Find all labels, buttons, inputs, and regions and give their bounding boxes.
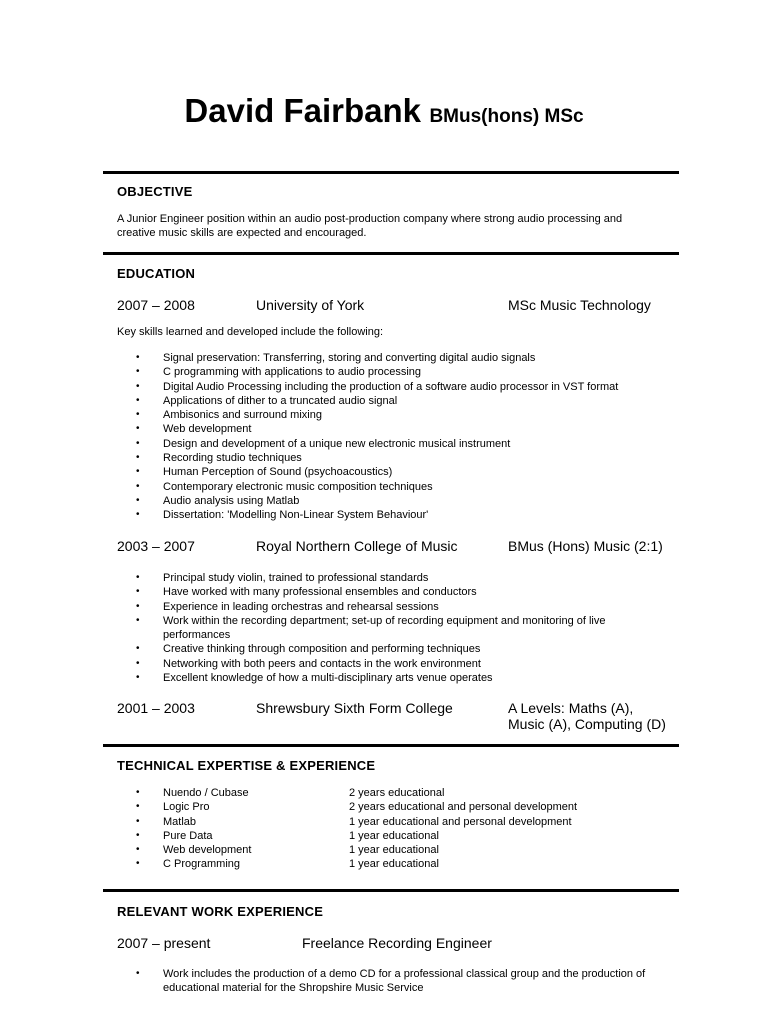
- entry-dates: 2007 – 2008: [117, 297, 195, 313]
- list-item: • Excellent knowledge of how a multi-disciplinary arts venue operates: [136, 671, 666, 685]
- skill-level: 1 year educational: [349, 844, 439, 857]
- entry-dates: 2007 – present: [117, 935, 211, 951]
- skill-name: Logic Pro: [163, 801, 210, 814]
- candidate-name: David Fairbank: [184, 92, 421, 129]
- skill-level: 2 years educational and personal development: [349, 801, 578, 814]
- education-heading: EDUCATION: [117, 266, 196, 281]
- list-item: • Work within the recording department; set-up of recording equipment and monitoring of live performances: [136, 614, 666, 643]
- skill-level: 1 year educational: [349, 858, 439, 871]
- list-item: • Experience in leading orchestras and rehearsal sessions: [136, 600, 666, 614]
- list-item: • Ambisonics and surround mixing: [136, 408, 666, 422]
- education-entry-shrewsbury: [117, 700, 677, 734]
- page-title: [0, 92, 768, 130]
- rncm-skills-list: [136, 571, 666, 685]
- technical-skills-table: [136, 786, 656, 872]
- list-item: • Contemporary electronic music composition techniques: [136, 480, 666, 494]
- skill-row: [136, 815, 656, 829]
- entry-award: BMus (Hons) Music (2:1): [508, 538, 663, 554]
- list-item: • C programming with applications to audio processing: [136, 365, 666, 379]
- entry-institution: Royal Northern College of Music: [256, 538, 458, 554]
- objective-heading: OBJECTIVE: [117, 184, 193, 199]
- list-item: • Web development: [136, 422, 666, 436]
- list-item: • Recording studio techniques: [136, 451, 666, 465]
- york-skills-list: [136, 351, 666, 523]
- entry-dates: 2003 – 2007: [117, 538, 195, 554]
- entry-institution: University of York: [256, 297, 365, 313]
- entry-award: MSc Music Technology: [508, 297, 651, 313]
- skill-name: C Programming: [163, 858, 241, 871]
- entry-award-line-2: Music (A), Computing (D): [508, 716, 666, 732]
- list-item: • Work includes the production of a demo CD for a professional classical group and the production of educational material for the Shropshire Music Service: [136, 967, 666, 996]
- work-entry: [117, 935, 677, 969]
- skill-row: [136, 786, 656, 800]
- entry-dates: 2001 – 2003: [117, 700, 195, 716]
- list-item: • Digital Audio Processing including the production of a software audio processor in VST format: [136, 380, 666, 394]
- work-heading: RELEVANT WORK EXPERIENCE: [117, 904, 324, 919]
- entry-institution: Shrewsbury Sixth Form College: [256, 700, 453, 716]
- skill-name: Pure Data: [163, 829, 213, 842]
- list-item: • Principal study violin, trained to professional standards: [136, 571, 666, 585]
- list-item: • Audio analysis using Matlab: [136, 494, 666, 508]
- list-item: • Applications of dither to a truncated audio signal: [136, 394, 666, 408]
- education-entry-rncm: [117, 538, 677, 572]
- skill-row: [136, 843, 656, 857]
- entry-award-line-1: A Levels: Maths (A),: [508, 700, 634, 716]
- york-intro: Key skills learned and developed include the following:: [117, 326, 384, 338]
- list-item: • Networking with both peers and contacts in the work environment: [136, 657, 666, 671]
- skill-name: Nuendo / Cubase: [163, 787, 249, 799]
- skill-name: Web development: [163, 844, 252, 857]
- objective-text: A Junior Engineer position within an audio post-production company where strong audio processing and creative music skills are expected and encouraged.: [117, 213, 623, 239]
- list-item: • Design and development of a unique new electronic musical instrument: [136, 437, 666, 451]
- work-details-list: [136, 967, 666, 996]
- list-item: • Signal preservation: Transferring, storing and converting digital audio signals: [136, 351, 666, 365]
- section-divider: [103, 252, 679, 255]
- list-item: • Dissertation: 'Modelling Non-Linear System Behaviour': [136, 508, 666, 522]
- skill-level: 2 years educational: [349, 787, 445, 799]
- skill-row: [136, 857, 656, 871]
- list-item: • Human Perception of Sound (psychoacoustics): [136, 465, 666, 479]
- section-divider: [103, 889, 679, 892]
- skill-level: 1 year educational: [349, 829, 439, 842]
- technical-heading: TECHNICAL EXPERTISE & EXPERIENCE: [117, 758, 376, 773]
- skill-row: [136, 800, 656, 814]
- skill-level: 1 year educational and personal development: [349, 815, 572, 828]
- entry-role: Freelance Recording Engineer: [302, 935, 492, 951]
- section-divider: [103, 171, 679, 174]
- skill-name: Matlab: [163, 815, 197, 828]
- section-divider: [103, 744, 679, 747]
- list-item: • Have worked with many professional ensembles and conductors: [136, 585, 666, 599]
- candidate-qualifications: BMus(hons) MSc: [429, 106, 584, 127]
- skill-row: [136, 829, 656, 843]
- list-item: • Creative thinking through composition and performing techniques: [136, 642, 666, 656]
